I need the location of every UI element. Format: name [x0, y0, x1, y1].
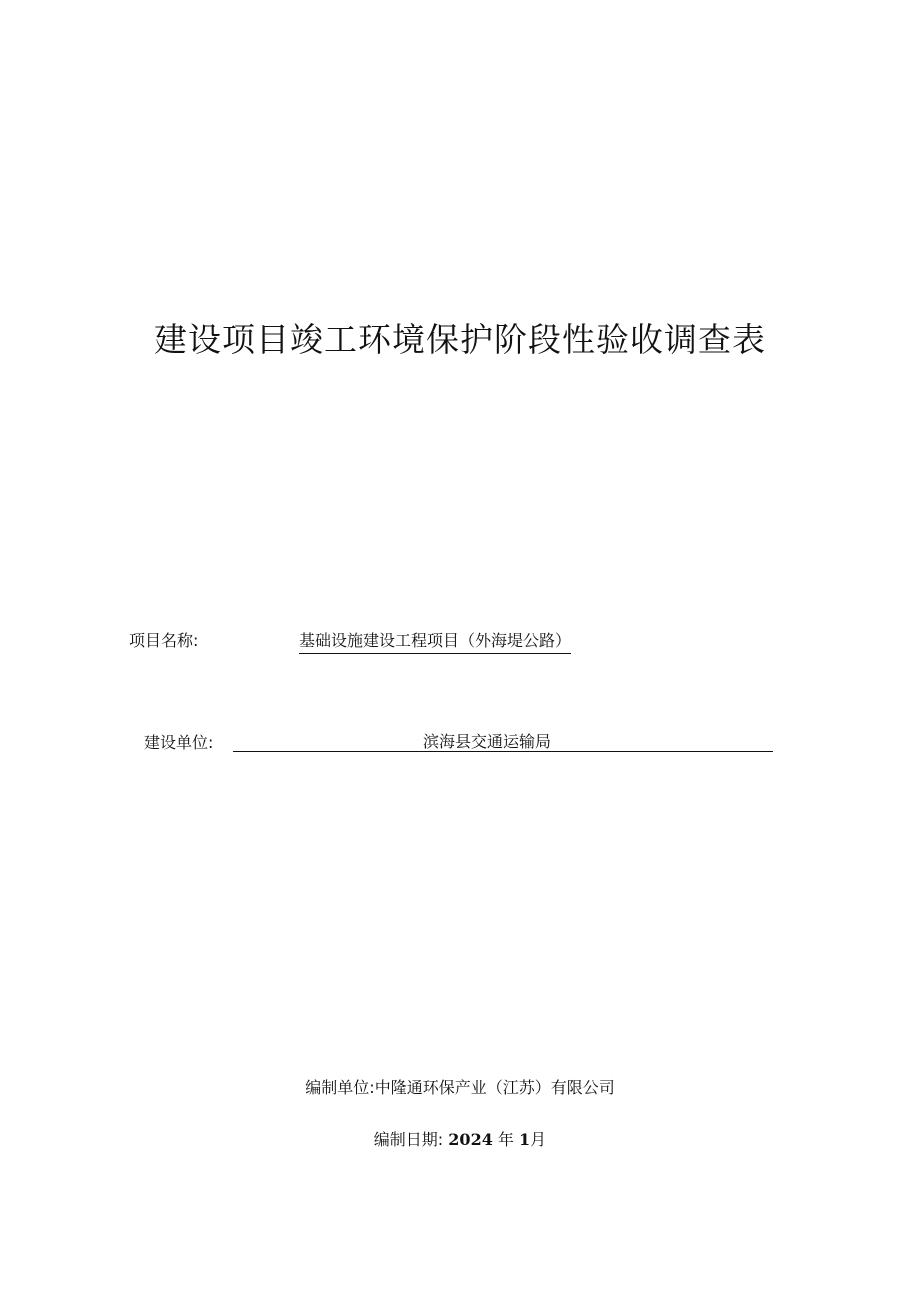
- compile-date-month: 1: [519, 1130, 531, 1149]
- compile-date-label: 编制日期:: [373, 1130, 444, 1149]
- project-name-value: 基础设施建设工程项目（外海堤公路）: [299, 630, 571, 654]
- compile-date-line: [0, 1129, 920, 1151]
- construction-unit-value: 滨海县交通运输局: [423, 732, 552, 751]
- compiling-unit-line: [0, 1077, 920, 1099]
- compiling-unit-label: 编制单位:: [305, 1078, 375, 1097]
- compile-date-year: 2024: [448, 1130, 493, 1149]
- compile-date-year-unit: 年: [497, 1130, 514, 1149]
- project-name-label: 项目名称:: [129, 631, 199, 650]
- compile-date-month-unit: 月: [530, 1130, 547, 1149]
- construction-unit-label: 建设单位:: [144, 733, 214, 752]
- document-title: 建设项目竣工环境保护阶段性验收调查表: [154, 320, 766, 359]
- compiling-unit-value: 中隆通环保产业（江苏）有限公司: [374, 1078, 615, 1097]
